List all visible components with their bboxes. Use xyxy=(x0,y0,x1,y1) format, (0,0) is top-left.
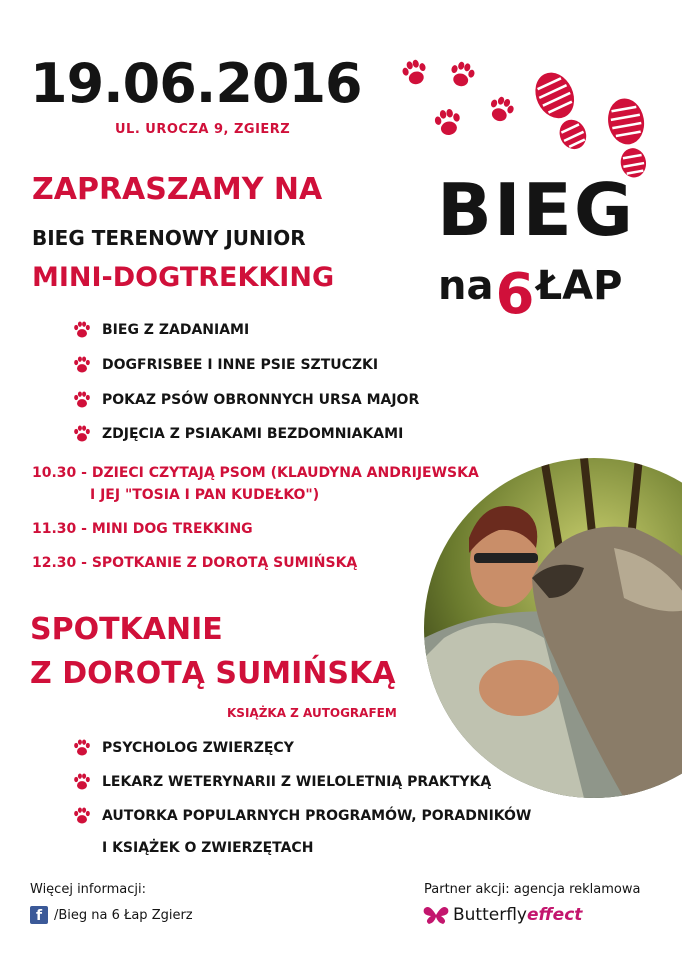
facebook-label: /Bieg na 6 Łap Zgierz xyxy=(54,907,193,923)
partner-label: Partner akcji: agencja reklamowa xyxy=(424,882,641,897)
meeting-bullet xyxy=(72,806,531,826)
photo-dorota-suminska-with-wolf xyxy=(424,458,682,798)
partner-logo xyxy=(423,905,582,925)
paw-icon xyxy=(72,320,92,340)
logo-subtitle xyxy=(438,248,623,327)
intro-event-2: MINI-DOGTREKKING xyxy=(32,262,335,293)
meeting-title-line1: SPOTKANIE xyxy=(30,612,223,647)
meeting-bullet-text: AUTORKA POPULARNYCH PROGRAMÓW, PORADNIKÓW xyxy=(102,808,532,824)
meeting-bullet-continued xyxy=(102,840,313,856)
meeting-bullet-text: LEKARZ WETERYNARII Z WIELOLETNIĄ PRAKTYKĄ xyxy=(102,774,492,790)
paw-icon xyxy=(72,772,92,792)
attraction-text: BIEG Z ZADANIAMI xyxy=(102,322,250,338)
brand-name-part2: effect xyxy=(527,905,583,925)
paw-icon xyxy=(482,91,520,129)
meeting-subtitle: KSIĄŻKA Z AUTOGRAFEM xyxy=(227,706,397,720)
paw-icon xyxy=(72,806,92,826)
logo-sub-prefix: na xyxy=(438,263,494,309)
intro-heading: ZAPRASZAMY NA xyxy=(32,172,323,207)
shoe-print-icon xyxy=(524,63,600,160)
meeting-bullet xyxy=(72,772,491,792)
attraction-item xyxy=(72,424,403,444)
facebook-link[interactable] xyxy=(30,906,193,924)
paw-icon xyxy=(72,355,92,375)
attraction-item xyxy=(72,320,249,340)
paw-icon xyxy=(397,55,434,92)
schedule-item: 12.30 - SPOTKANIE Z DOROTĄ SUMIŃSKĄ xyxy=(32,555,358,571)
paw-icon xyxy=(444,57,481,94)
schedule-item: 11.30 - MINI DOG TREKKING xyxy=(32,521,253,537)
attraction-text: ZDJĘCIA Z PSIAKAMI BEZDOMNIAKAMI xyxy=(102,426,404,442)
meeting-bullet xyxy=(72,738,294,758)
schedule-item: 10.30 - DZIECI CZYTAJĄ PSOM (KLAUDYNA ANDRIJEWSKA xyxy=(32,465,479,481)
paw-icon xyxy=(72,390,92,410)
meeting-bullet-text: PSYCHOLOG ZWIERZĘCY xyxy=(102,740,294,756)
attraction-item xyxy=(72,390,419,410)
intro-event-1: BIEG TERENOWY JUNIOR xyxy=(32,226,306,250)
paw-icon xyxy=(72,738,92,758)
butterfly-icon xyxy=(423,905,449,925)
meeting-title-line2: Z DOROTĄ SUMIŃSKĄ xyxy=(30,656,396,691)
meeting-bullet-text: I KSIĄŻEK O ZWIERZĘTACH xyxy=(102,840,314,856)
logo-sub-number: 6 xyxy=(495,262,535,327)
paw-icon xyxy=(72,424,92,444)
paw-icon xyxy=(429,104,466,141)
attraction-text: DOGFRISBEE I INNE PSIE SZTUCZKI xyxy=(102,357,379,373)
event-date: 19.06.2016 xyxy=(30,52,362,115)
attraction-item xyxy=(72,355,378,375)
logo-sub-suffix: ŁAP xyxy=(536,263,623,309)
logo-title: BIEG xyxy=(437,168,635,252)
facebook-icon: f xyxy=(30,906,48,924)
attraction-text: POKAZ PSÓW OBRONNYCH URSA MAJOR xyxy=(102,392,420,408)
brand-name-part1: Butterfly xyxy=(453,905,527,925)
more-info-label: Więcej informacji: xyxy=(30,882,146,897)
event-address: UL. UROCZA 9, ZGIERZ xyxy=(115,122,291,137)
schedule-item-continued: I JEJ "TOSIA I PAN KUDEŁKO") xyxy=(90,487,320,503)
